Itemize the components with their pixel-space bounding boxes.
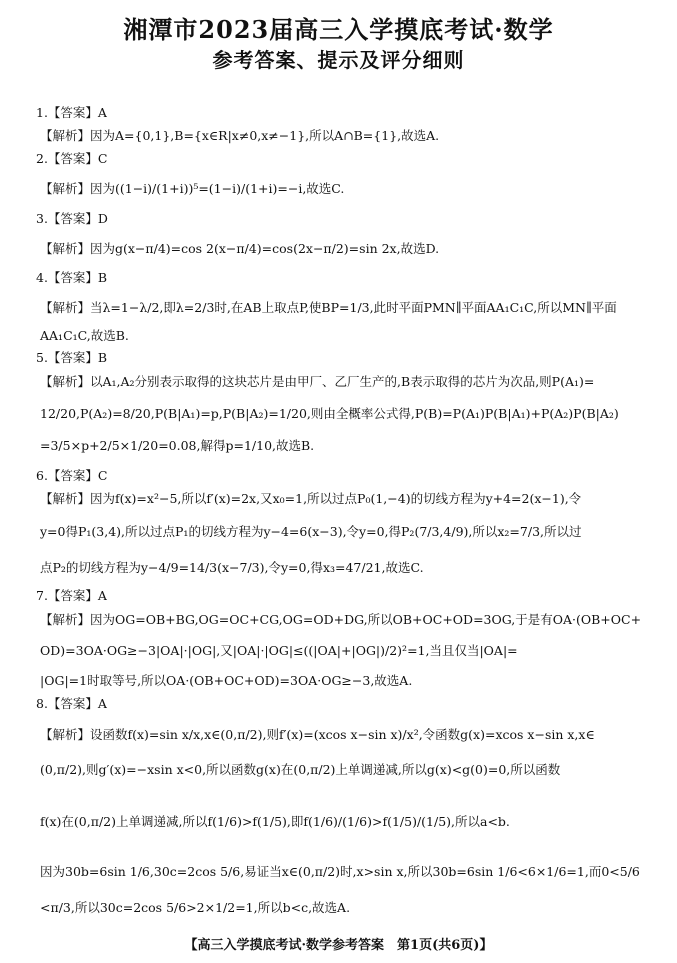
answer-label: 2.【答案】C bbox=[36, 151, 108, 166]
answer-label: 4.【答案】B bbox=[36, 270, 108, 285]
explanation-line: (0,π/2),则g′(x)=−xsin x<0,所以函数g(x)在(0,π/2)上单调递减,所以g(x)<g(0)=0,所以函数 bbox=[40, 762, 561, 777]
explanation-line: f(x)在(0,π/2)上单调递减,所以f(1/6)>f(1/5),即f(1/6)/(1/6)>f(1/5)/(1/5),所以a<b. bbox=[40, 814, 510, 829]
explanation-line: 【解析】当λ=1−λ/2,即λ=2/3时,在AB上取点P,使BP=1/3,此时平面PMN∥平面AA₁C₁C,所以MN∥平面 bbox=[40, 300, 617, 315]
explanation-line: y=0得P₁(3,4),所以过点P₁的切线方程为y−4=6(x−3),令y=0,得P₂(7/3,4/9),所以x₂=7/3,所以过 bbox=[40, 524, 582, 539]
explanation-line: |OG|=1时取等号,所以OA·(OB+OC+OD)=3OA·OG≥−3,故选A. bbox=[40, 673, 413, 688]
answer-label: 6.【答案】C bbox=[36, 468, 108, 483]
explanation-line: <π/3,所以30c=2cos 5/6>2×1/2=1,所以b<c,故选A. bbox=[40, 900, 351, 915]
answer-label: 7.【答案】A bbox=[36, 588, 107, 603]
explanation-line: 点P₂的切线方程为y−4/9=14/3(x−7/3),令y=0,得x₃=47/21,故选C. bbox=[40, 560, 424, 575]
explanation-line: 【解析】以A₁,A₂分别表示取得的这块芯片是由甲厂、乙厂生产的,B表示取得的芯片为次品,则P(A₁)= bbox=[40, 374, 595, 389]
explanation-line: 因为30b=6sin 1/6,30c=2cos 5/6,易证当x∈(0,π/2)时,x>sin x,所以30b=6sin 1/6<6×1/6=1,而0<5/6 bbox=[40, 864, 640, 879]
answer-label: 8.【答案】A bbox=[36, 696, 107, 711]
page-title: 湘潭市2023届高三入学摸底考试·数学 bbox=[123, 15, 554, 44]
explanation-line: 12/20,P(A₂)=8/20,P(B|A₁)=p,P(B|A₂)=1/20,则由全概率公式得,P(B)=P(A₁)P(B|A₁)+P(A₂)P(B|A₂) bbox=[40, 406, 619, 421]
explanation-line: 【解析】因为f(x)=x²−5,所以f′(x)=2x,又x₀=1,所以过点P₀(1,−4)的切线方程为y+4=2(x−1),令 bbox=[40, 491, 582, 506]
explanation-line: AA₁C₁C,故选B. bbox=[40, 328, 129, 343]
page-subtitle: 参考答案、提示及评分细则 bbox=[212, 48, 465, 72]
explanation-line: 【解析】设函数f(x)=sin x/x,x∈(0,π/2),则f′(x)=(xcos x−sin x)/x²,令函数g(x)=xcos x−sin x,x∈ bbox=[40, 727, 595, 742]
explanation-line: 【解析】因为g(x−π/4)=cos 2(x−π/4)=cos(2x−π/2)=sin 2x,故选D. bbox=[40, 241, 440, 256]
answer-label: 3.【答案】D bbox=[36, 211, 108, 226]
answer-label: 5.【答案】B bbox=[36, 350, 108, 365]
explanation-line: 【解析】因为A={0,1},B={x∈R|x≠0,x≠−1},所以A∩B={1},故选A. bbox=[40, 128, 440, 143]
explanation-line: 【解析】因为OG=OB+BG,OG=OC+CG,OG=OD+DG,所以OB+OC+OD=3OG,于是有OA·(OB+OC+ bbox=[40, 612, 642, 627]
page-footer: 【高三入学摸底考试·数学参考答案 第1页(共6页)】 bbox=[184, 938, 493, 953]
explanation-line: OD)=3OA·OG≥−3|OA|·|OG|,又|OA|·|OG|≤((|OA|+|OG|)/2)²=1,当且仅当|OA|= bbox=[40, 643, 518, 658]
explanation-line: =3/5×p+2/5×1/20=0.08,解得p=1/10,故选B. bbox=[40, 438, 315, 453]
explanation-line: 【解析】因为((1−i)/(1+i))⁵=(1−i)/(1+i)=−i,故选C. bbox=[40, 181, 345, 196]
answer-label: 1.【答案】A bbox=[36, 105, 107, 120]
